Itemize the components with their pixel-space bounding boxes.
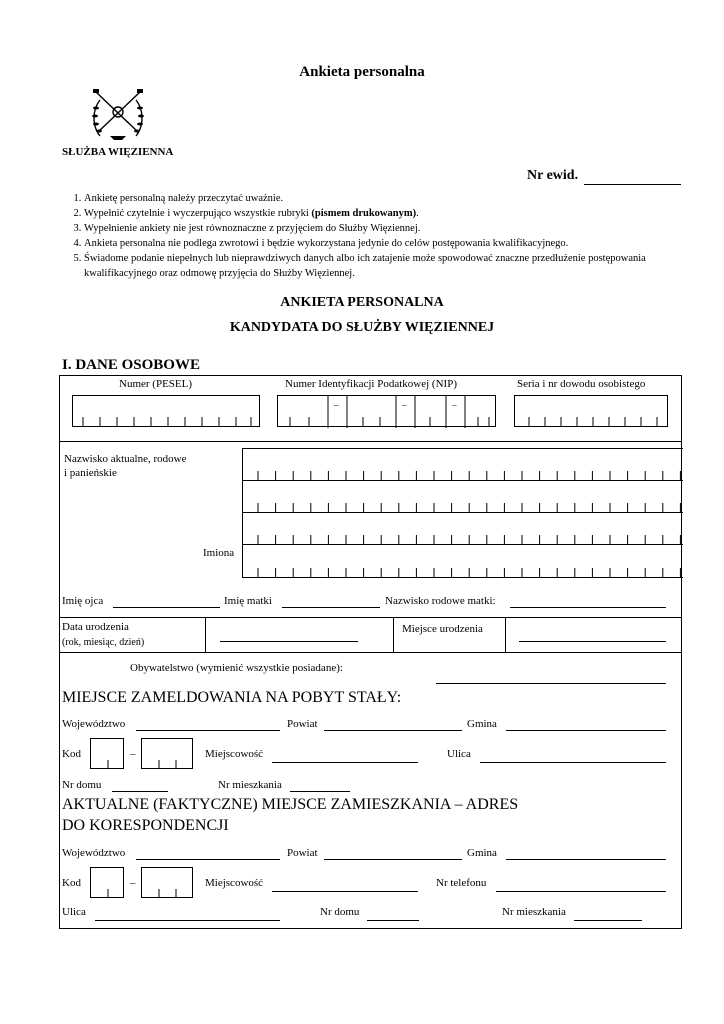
nr-ewid-field[interactable] — [584, 183, 681, 185]
flat-no-label: Nr mieszkania — [218, 779, 282, 791]
father-label: Imię ojca — [62, 595, 104, 607]
commune-input[interactable] — [506, 730, 666, 731]
county-label: Powiat — [287, 847, 318, 859]
house-no-input[interactable] — [112, 791, 168, 792]
names-label: Imiona — [203, 547, 235, 559]
house-no-input[interactable] — [367, 920, 419, 921]
mother-maiden-label: Nazwisko rodowe matki: — [385, 595, 496, 607]
id-card-tick-marks — [515, 396, 669, 428]
town-label: Miejscowość — [205, 748, 264, 760]
postcode-ticks — [142, 868, 194, 899]
phone-label: Nr telefonu — [436, 877, 487, 889]
county-input[interactable] — [324, 730, 462, 731]
nr-ewid-label: Nr ewid. — [527, 168, 579, 183]
registered-address-title: MIEJSCE ZAMELDOWANIA NA POBYT STAŁY: — [62, 689, 402, 706]
divider — [393, 617, 394, 653]
birth-place-label: Miejsce urodzenia — [402, 623, 483, 635]
divider — [205, 617, 206, 653]
pesel-label: Numer (PESEL) — [119, 378, 193, 390]
mother-maiden-input[interactable] — [510, 607, 666, 608]
pesel-input[interactable] — [72, 395, 260, 427]
birth-date-hint: (rok, miesiąc, dzień) — [62, 637, 145, 648]
flat-no-label: Nr mieszkania — [502, 906, 566, 918]
grid-ticks — [243, 448, 683, 578]
nip-input[interactable] — [277, 395, 496, 427]
citizenship-label: Obywatelstwo (wymienić wszystkie posiadane): — [130, 662, 343, 674]
postcode-ticks — [91, 868, 125, 899]
postcode-part2-input[interactable] — [141, 867, 193, 898]
postcode-label: Kod — [62, 877, 81, 889]
nip-dash: – — [402, 400, 407, 410]
street-label: Ulica — [447, 748, 471, 760]
current-address-title-2: DO KORESPONDENCJI — [62, 817, 229, 834]
instruction-item: 1. Ankietę personalną należy przeczytać uważnie. — [84, 191, 694, 206]
page-title: Ankieta personalna — [299, 64, 425, 80]
street-input[interactable] — [95, 920, 280, 921]
id-card-input[interactable] — [514, 395, 668, 427]
citizenship-input[interactable] — [436, 683, 666, 684]
father-input[interactable] — [113, 607, 220, 608]
form-heading-line1: ANKIETA PERSONALNA — [280, 295, 444, 310]
county-label: Powiat — [287, 718, 318, 730]
street-label: Ulica — [62, 906, 86, 918]
birth-date-input[interactable] — [220, 641, 358, 642]
nip-dash: – — [334, 400, 339, 410]
town-input[interactable] — [272, 762, 418, 763]
instruction-item: 4. Ankieta personalna nie podlega zwrotowi i będzie wykorzystana jedynie do celów postępowania kwalifikacyjnego. — [84, 236, 694, 251]
voivodeship-input[interactable] — [136, 859, 280, 860]
town-input[interactable] — [272, 891, 418, 892]
surname-names-grid — [242, 448, 683, 578]
pesel-tick-marks — [73, 396, 261, 428]
postcode-ticks — [91, 739, 125, 770]
birth-date-label: Data urodzenia — [62, 621, 129, 633]
voivodeship-input[interactable] — [136, 730, 280, 731]
postcode-part1-input[interactable] — [90, 738, 124, 769]
instruction-item: 5. Świadome podanie niepełnych lub nieprawdziwych danych albo ich zatajenie może spowodować znaczne przedłużenie postępowania kwalifikacyjnego oraz odmowę przyjęcia do Służby Więziennej. — [84, 251, 694, 281]
postcode-dash: – — [130, 748, 136, 760]
instruction-item: 3. Wypełnienie ankiety nie jest równoznaczne z przyjęciem do Służby Więziennej. — [84, 221, 694, 236]
instruction-item: 2. Wypełnić czytelnie i wyczerpująco wszystkie rubryki (pismem drukowanym). — [84, 206, 694, 221]
nip-dash: – — [452, 400, 457, 410]
org-name: SŁUŻBA WIĘZIENNA — [62, 146, 174, 158]
postcode-dash: – — [130, 877, 136, 889]
street-input[interactable] — [480, 762, 666, 763]
form-heading-line2: KANDYDATA DO SŁUŻBY WIĘZIENNEJ — [229, 320, 495, 335]
divider — [59, 441, 682, 442]
house-no-label: Nr domu — [320, 906, 360, 918]
commune-label: Gmina — [467, 847, 497, 859]
birth-place-input[interactable] — [519, 641, 666, 642]
commune-input[interactable] — [506, 859, 666, 860]
voivodeship-label: Województwo — [62, 718, 126, 730]
surname-label: Nazwisko aktualne, rodowe — [64, 453, 187, 465]
mother-label: Imię matki — [224, 595, 272, 607]
nip-label: Numer Identyfikacji Podatkowej (NIP) — [285, 378, 457, 390]
mother-input[interactable] — [282, 607, 380, 608]
postcode-label: Kod — [62, 748, 81, 760]
divider — [505, 617, 506, 653]
house-no-label: Nr domu — [62, 779, 102, 791]
postcode-part2-input[interactable] — [141, 738, 193, 769]
section-title: I. DANE OSOBOWE — [62, 357, 200, 373]
postcode-ticks — [142, 739, 194, 770]
flat-no-input[interactable] — [574, 920, 642, 921]
county-input[interactable] — [324, 859, 462, 860]
current-address-title: AKTUALNE (FAKTYCZNE) MIEJSCE ZAMIESZKANIA – ADRES — [62, 796, 519, 813]
town-label: Miejscowość — [205, 877, 264, 889]
nip-tick-marks — [278, 396, 497, 428]
postcode-part1-input[interactable] — [90, 867, 124, 898]
flat-no-input[interactable] — [290, 791, 350, 792]
birth-row — [59, 617, 682, 653]
commune-label: Gmina — [467, 718, 497, 730]
id-card-label: Seria i nr dowodu osobistego — [517, 378, 646, 390]
phone-input[interactable] — [496, 891, 666, 892]
crossed-swords-emblem-icon — [88, 86, 148, 142]
surname-label-2: i panieńskie — [64, 467, 117, 479]
voivodeship-label: Województwo — [62, 847, 126, 859]
instructions-list — [62, 191, 694, 281]
